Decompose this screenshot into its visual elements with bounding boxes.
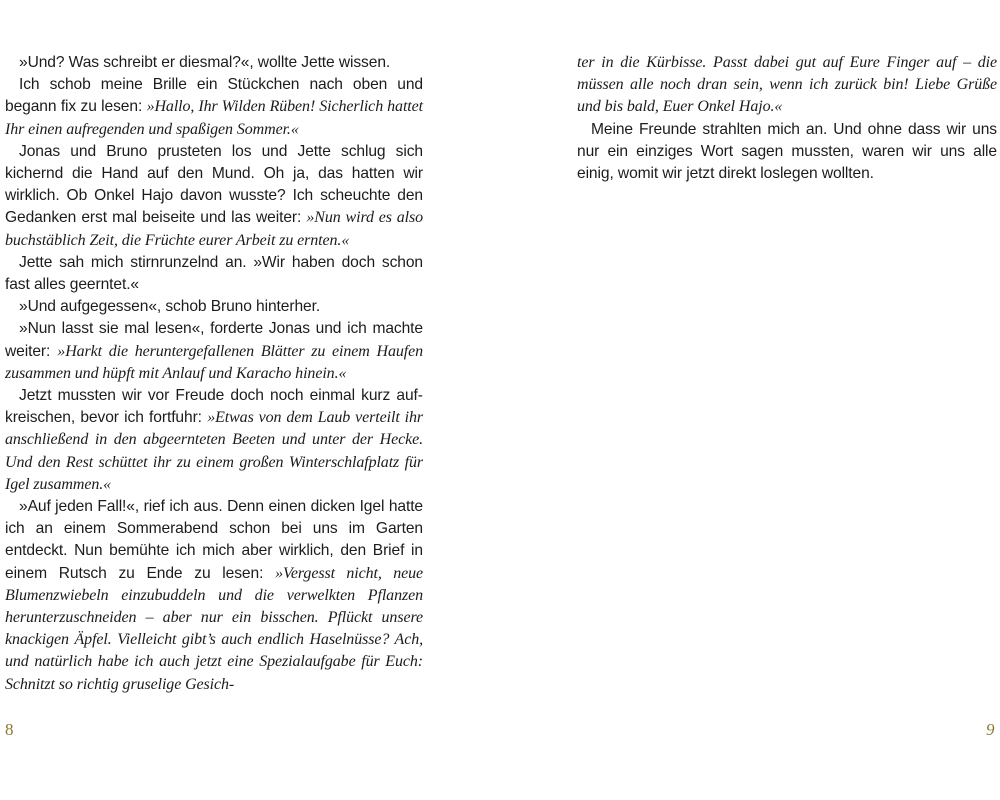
right-page (577, 52, 997, 185)
paragraph (5, 141, 423, 252)
paragraph-text: »Nun lasst sie mal lesen«, forderte Jonas und ich machte weiter: (5, 320, 423, 360)
paragraph (5, 385, 423, 496)
left-page (5, 52, 423, 696)
paragraph-text: »Auf jeden Fall!«, rief ich aus. Denn einen dicken Igel hatte ich an einem Sommerabend schon bei uns im Garten entdeckt. Nun bemühte ich mich aber wirklich, den Brief in einem Rutsch zu Ende zu lesen: (5, 498, 423, 582)
letter-quote: »Vergesst nicht, neue Blumenzwiebeln einzubuddeln und die verwelkten Pflanzen herunterzuschneiden – aber nur ein bisschen. Pflückt unsere knackigen Äpfel. Vielleicht gibt’s auch endlich Haselnüsse? Ach, und natürlich habe ich auch jetzt eine Spezialaufgabe für Euch: Schnitzt so richtig gruselige Gesich- (5, 564, 423, 693)
paragraph (5, 74, 423, 141)
letter-quote: »Nun wird es also buchstäblich Zeit, die Früchte eurer Arbeit zu ernten.« (5, 209, 423, 249)
paragraph (577, 52, 997, 119)
paragraph (5, 318, 423, 385)
letter-quote: »Harkt die heruntergefallenen Blätter zu einem Haufen zusammen und hüpft mit Anlauf und Karacho hinein.« (5, 342, 423, 382)
paragraph-text: Meine Freunde strahlten mich an. Und ohne dass wir uns nur ein einziges Wort sagen mussten, waren wir uns alle einig, womit wir jetzt direkt loslegen wollten. (577, 120, 997, 183)
paragraph-text: »Und? Was schreibt er diesmal?«, wollte Jette wissen. (19, 54, 391, 71)
paragraph-text: Jetzt mussten wir vor Freude doch noch einmal kurz aufkreischen, bevor ich fortfuhr: (5, 387, 423, 427)
letter-quote: »Hallo, Ihr Wilden Rüben! Sicherlich hattet Ihr einen aufregenden und spaßigen Sommer.« (5, 98, 423, 138)
paragraph-text: Ich schob meine Brille ein Stückchen nach oben und begann fix zu lesen: (5, 76, 423, 116)
paragraph (5, 296, 423, 318)
page-number-right: 9 (986, 720, 995, 739)
paragraph-text: Jette sah mich stirnrunzelnd an. »Wir haben doch schon fast alles geerntet.« (5, 253, 423, 294)
page-number-left: 8 (5, 720, 14, 739)
paragraph (5, 496, 423, 696)
paragraph (5, 52, 423, 74)
letter-quote: ter in die Kürbisse. Passt dabei gut auf Eure Finger auf – die müssen alle noch dran sein, wenn ich zurück bin! Liebe Grüße und bis bald, Euer Onkel Hajo.« (577, 54, 997, 116)
letter-quote: »Etwas von dem Laub verteilt ihr anschließend in den abgeernteten Beeten und unter der Hecke. Und den Rest schüttet ihr zu einem großen Winterschlafplatz für Igel zusammen.« (5, 409, 423, 493)
paragraph-text: »Und aufgegessen«, schob Bruno hinterher. (19, 298, 321, 316)
right-page-text (577, 52, 997, 185)
paragraph (5, 252, 423, 296)
paragraph (577, 119, 997, 186)
left-page-text (5, 52, 423, 696)
paragraph-text: Jonas und Bruno prusteten los und Jette schlug sich kichernd die Hand auf den Mund. Oh ja, das hatten wir wirklich. Ob Onkel Hajo davon wusste? Ich scheuchte den Gedanken erst mal beiseite und las weiter: (5, 142, 423, 227)
